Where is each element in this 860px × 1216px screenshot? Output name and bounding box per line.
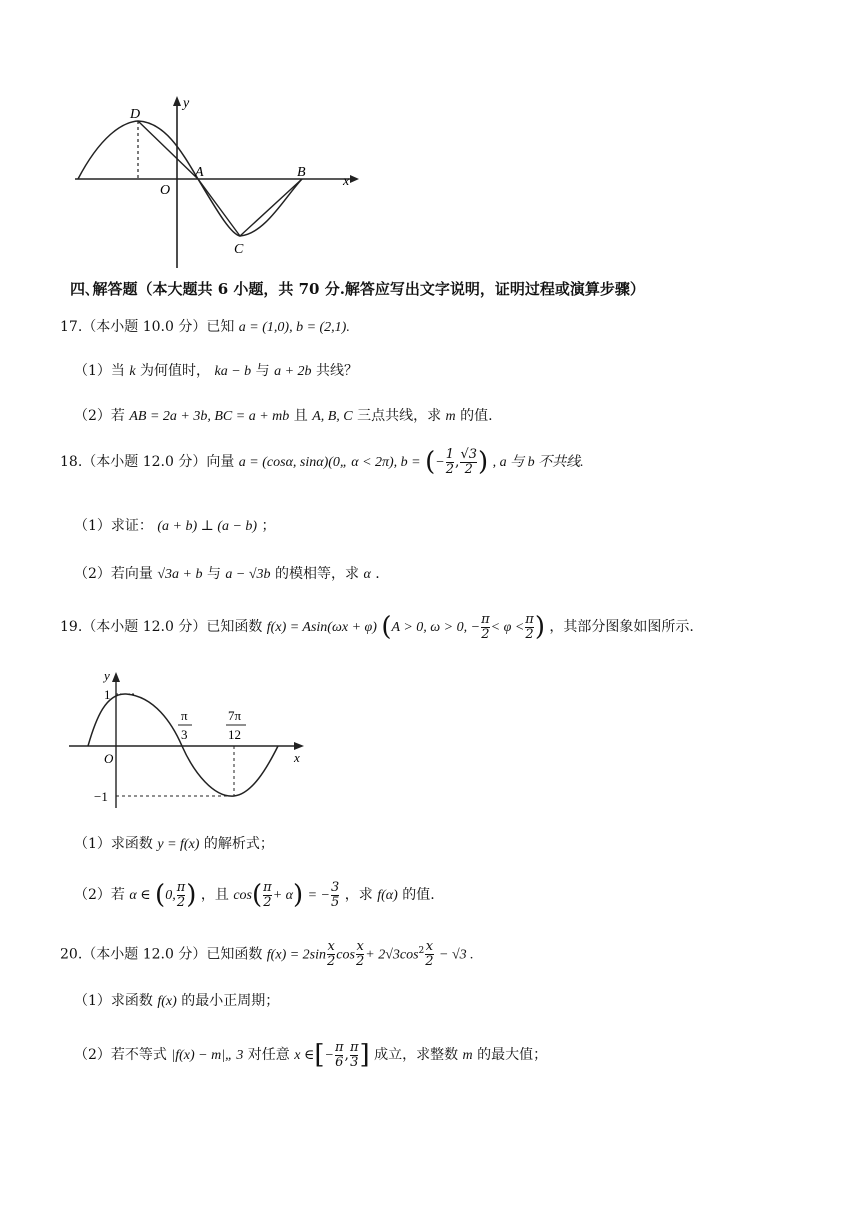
q19-p2-frac-pi2-b: $\frac{\pi}{2}$ [263,879,272,910]
q17-p2-var: m [445,409,456,424]
q19-p2-paren2-open: ( [251,880,263,910]
q18-part1 [74,515,276,535]
q18-p2-suffix: 的模相等，求 [275,566,360,582]
q19-frac-pi2-a: $\frac{\pi}{2}$ [481,611,490,642]
q18-p2-var: α [363,567,371,582]
q19-p1-expr: y = f(x) [157,837,200,852]
q19-p2-end: 的值. [402,887,435,903]
q19-p2-expr1: α ∈ [129,888,151,903]
x-axis-arrow [294,742,304,750]
q19-paren-close: ) [534,612,545,642]
q20-p2-var2: m [462,1048,473,1063]
label-neg1: −1 [94,789,108,804]
q18-p2-prefix: （2）若向量 [74,566,153,582]
label-x: x [294,750,300,765]
label-b: B [297,165,306,180]
y-axis-arrow [173,96,181,106]
q20-bracket-open: [ [314,1040,325,1070]
q18-minus: − [435,455,445,470]
label-o: O [104,751,114,766]
q20-p2-end: 的最大值； [477,1047,548,1063]
q18-comma: , [454,454,460,470]
q17-p2-points: A, B, C [312,409,353,424]
q20-cos: cos [336,947,355,963]
y-axis-arrow [112,672,120,682]
q17-part2 [74,405,493,425]
q17-stem-math: a = (1,0), b = (2,1). [238,320,350,335]
q20-bracket-close: ] [359,1040,370,1070]
label-x: x [343,174,350,189]
q19-p2-suffix: ，求 [344,887,373,903]
q17-p1-mid1: 为何值时， [140,363,211,379]
q19-p2-expr3: f(α) [377,888,398,903]
q20-p1-suffix: 的最小正周期； [181,993,280,1009]
label-pi3-num: π [181,708,188,723]
q19-p2-mid: ，且 [200,887,229,903]
q19-p2-tail: = − [307,888,330,903]
q18-stem-prefix: 18.（本小题 12.0 分）向量 [60,454,235,470]
label-y: y [183,96,190,111]
q19-part2: （2）若 α ∈ (0, $\frac{\pi}{2}$ ) ，且 cos( $\frac{\pi}{2}$ + α) = − $\frac{3}{5}$ ，求 f(α) 的值. [74,879,435,910]
q19-stem-prefix: 19.（本小题 12.0 分）已知函数 [60,619,263,635]
q19-p2-frac-35: $\frac{3}{5}$ [331,879,340,910]
q19-p2-paren-close: ) [186,880,197,910]
q20-plus-2sqrt3cos: + 2√3cos [365,947,419,963]
q20-minus: − [324,1048,334,1063]
q17-p1-mid2: 与 [255,363,270,379]
q18-paren-open: ( [425,447,436,477]
label-pi3-den: 3 [181,727,188,742]
q17-p1-expr1: ka − b [214,364,252,379]
q19-p2-paren2-close: ) [292,880,304,910]
label-d: D [130,107,141,122]
label-o: O [160,183,171,198]
q20-stem-math: f(x) = 2sin [266,947,327,963]
q20-frac-pi3: $\frac{\pi}{3}$ [349,1039,359,1070]
q18-stem [60,447,584,477]
q18-frac-half: $\frac{1}{2}$ [445,446,454,477]
q20-p2-suffix: 成立，求整数 [374,1047,459,1063]
q17-p2-mid2: 三点共线，求 [357,408,442,424]
q18-p2-expr2: a − √3b [225,567,271,582]
q18-paren-close: ) [478,447,489,477]
q17-p1-expr2: a + 2b [274,364,312,379]
q18-stem-tail: , a 与 b 不共线. [492,455,584,470]
q20-sup2: 2 [418,945,425,956]
q18-frac-sqrt3: $\frac{√3}{2}$ [460,446,477,477]
q20-comma: , [344,1047,349,1063]
q18-p1-prefix: （1）求证： [74,518,153,534]
q19-frac-pi2-b: $\frac{\pi}{2}$ [525,611,534,642]
q19-stem-math: f(x) = Asin(ωx + φ) [266,620,377,635]
q19-p1-prefix: （1）求函数 [74,836,153,852]
q19-p2-frac-pi2: $\frac{\pi}{2}$ [176,879,186,910]
q20-frac-x2-a: $\frac{x}{2}$ [327,939,336,969]
section-heading: 四､解答题（本大题共 6 小题，共 70 分.解答应写出文字说明，证明过程或演算步骤） [70,280,645,298]
q19-p1-suffix: 的解析式； [203,836,274,852]
q19-lt: < φ < [490,620,525,635]
q20-frac-x2-b: $\frac{x}{2}$ [355,939,365,969]
q17-part1 [74,360,358,380]
q17-p2-expr: AB = 2a + 3b, BC = a + mb [129,409,290,424]
q17-p2-suffix: 的值. [460,408,493,424]
q20-p2-var: x ∈ [294,1048,315,1063]
q20-p1-prefix: （1）求函数 [74,993,153,1009]
label-7pi12-num: 7π [228,708,242,723]
q17-p2-mid: 且 [293,408,308,424]
q17-stem [60,316,350,336]
q19-stem-suffix: ，其部分图象如图所示. [549,619,694,635]
q17-p2-prefix: （2）若 [74,408,125,424]
q20-stem-tail: − √3 . [439,947,474,963]
q20-part2 [74,1040,547,1070]
q20-p2-prefix: （2）若不等式 [74,1047,167,1063]
q20-p1-expr: f(x) [157,994,177,1009]
q19-part1 [74,833,274,853]
label-a: A [195,165,204,180]
q19-stem [60,612,694,642]
q20-part1 [74,990,279,1010]
figure-sine-triangle [70,92,370,272]
q18-p1-expr: (a + b) ⊥ (a − b) [157,519,258,534]
q19-p2-expr2: cos [233,888,252,903]
q18-part2 [74,563,380,583]
q20-p2-mid: 对任意 [247,1047,290,1063]
q20-frac-pi6: $\frac{\pi}{6}$ [334,1039,344,1070]
q19-stem-cond: A > 0, ω > 0, − [391,620,481,635]
q20-frac-x2-c: $\frac{x}{2}$ [425,939,434,969]
q19-p2-paren-open: ( [155,880,166,910]
q18-p2-end: . [375,566,380,582]
q17-stem-prefix: 17.（本小题 10.0 分）已知 [60,319,235,335]
q19-p2-prefix: （2）若 [74,887,125,903]
q18-p2-expr1: √3a + b [157,567,203,582]
q19-paren-open: ( [381,612,392,642]
label-1: 1 [104,687,111,702]
x-axis-arrow [350,175,359,183]
label-c: C [234,242,244,257]
q17-p1-prefix: （1）当 [74,363,125,379]
q18-p1-suffix: ； [261,518,276,534]
q18-stem-math: a = (cosα, sinα)(0„ α < 2π), b = [238,455,421,470]
q17-p1-var: k [129,364,136,379]
q20-stem-prefix: 20.（本小题 12.0 分）已知函数 [60,946,263,963]
q20-p2-expr: |f(x) − m|„ 3 [171,1048,244,1063]
q20-stem [60,940,474,969]
label-y: y [104,668,110,683]
q17-p1-suffix: 共线？ [315,363,358,379]
q18-p2-mid: 与 [206,566,221,582]
label-7pi12-den: 12 [228,727,241,742]
q19-p2-plus-alpha: + α [272,888,293,903]
figure-sine-graph [64,668,314,810]
